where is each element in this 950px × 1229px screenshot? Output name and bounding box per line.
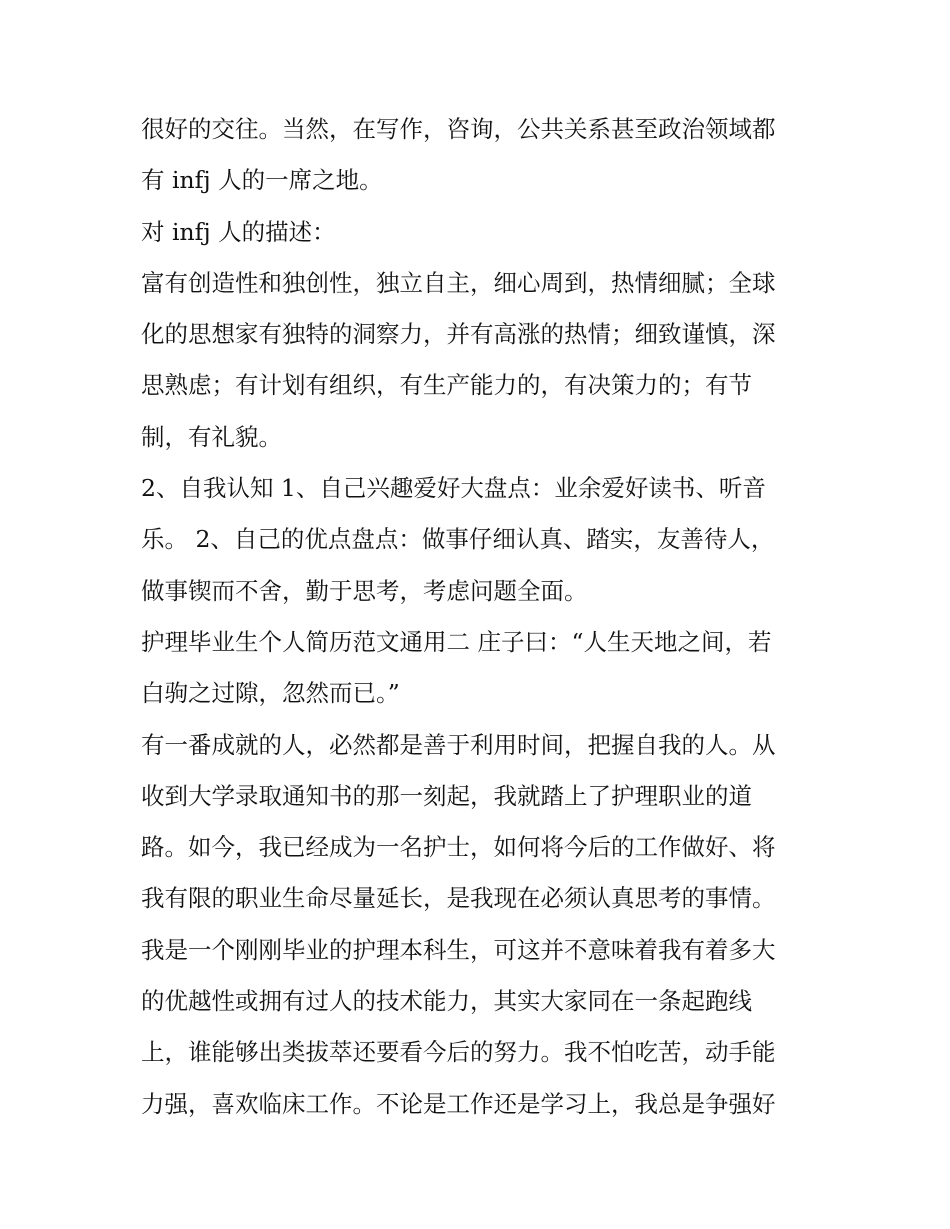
text-line: 的优越性或拥有过人的技术能力，其实大家同在一条起跑线 bbox=[141, 987, 752, 1016]
text-line: 做事锲而不舍，勤于思考，考虑问题全面。 bbox=[141, 576, 588, 605]
text-line: 2、自我认知 1、自己兴趣爱好大盘点：业余爱好读书、听音 bbox=[141, 474, 766, 503]
text-line: 力强，喜欢临床工作。不论是工作还是学习上，我总是争强好 bbox=[141, 1089, 776, 1118]
text-line: 白驹之过隙，忽然而已。” bbox=[141, 679, 400, 708]
text-line: 有 infj 人的一席之地。 bbox=[141, 166, 383, 195]
text-line: 富有创造性和独创性，独立自主，细心周到，热情细腻；全球 bbox=[141, 268, 776, 297]
text-line: 化的思想家有独特的洞察力，并有高涨的热情；细致谨慎，深 bbox=[141, 320, 776, 349]
text-line: 我有限的职业生命尽量延长，是我现在必须认真思考的事情。 bbox=[141, 884, 776, 913]
text-line: 收到大学录取通知书的那一刻起，我就踏上了护理职业的道 bbox=[141, 781, 752, 810]
text-line: 有一番成就的人，必然都是善于利用时间，把握自我的人。从 bbox=[141, 730, 776, 759]
text-line: 我是一个刚刚毕业的护理本科生，可这并不意味着我有着多大 bbox=[141, 935, 776, 964]
text-line: 护理毕业生个人简历范文通用二 庄子曰：“人生天地之间，若 bbox=[141, 627, 772, 656]
text-line: 乐。 2、自己的优点盘点：做事仔细认真、踏实，友善待人， bbox=[141, 525, 775, 554]
text-line: 很好的交往。当然，在写作，咨询，公共关系甚至政治领域都 bbox=[141, 115, 776, 143]
text-line: 对 infj 人的描述： bbox=[141, 217, 336, 246]
text-line: 制，有礼貌。 bbox=[141, 422, 282, 451]
text-line: 思熟虑；有计划有组织，有生产能力的，有决策力的；有节 bbox=[141, 371, 752, 400]
body-text bbox=[141, 104, 821, 1130]
text-line: 路。如今，我已经成为一名护士，如何将今后的工作做好、将 bbox=[141, 833, 776, 862]
text-line: 上，谁能够出类拔萃还要看今后的努力。我不怕吃苦，动手能 bbox=[141, 1038, 776, 1067]
